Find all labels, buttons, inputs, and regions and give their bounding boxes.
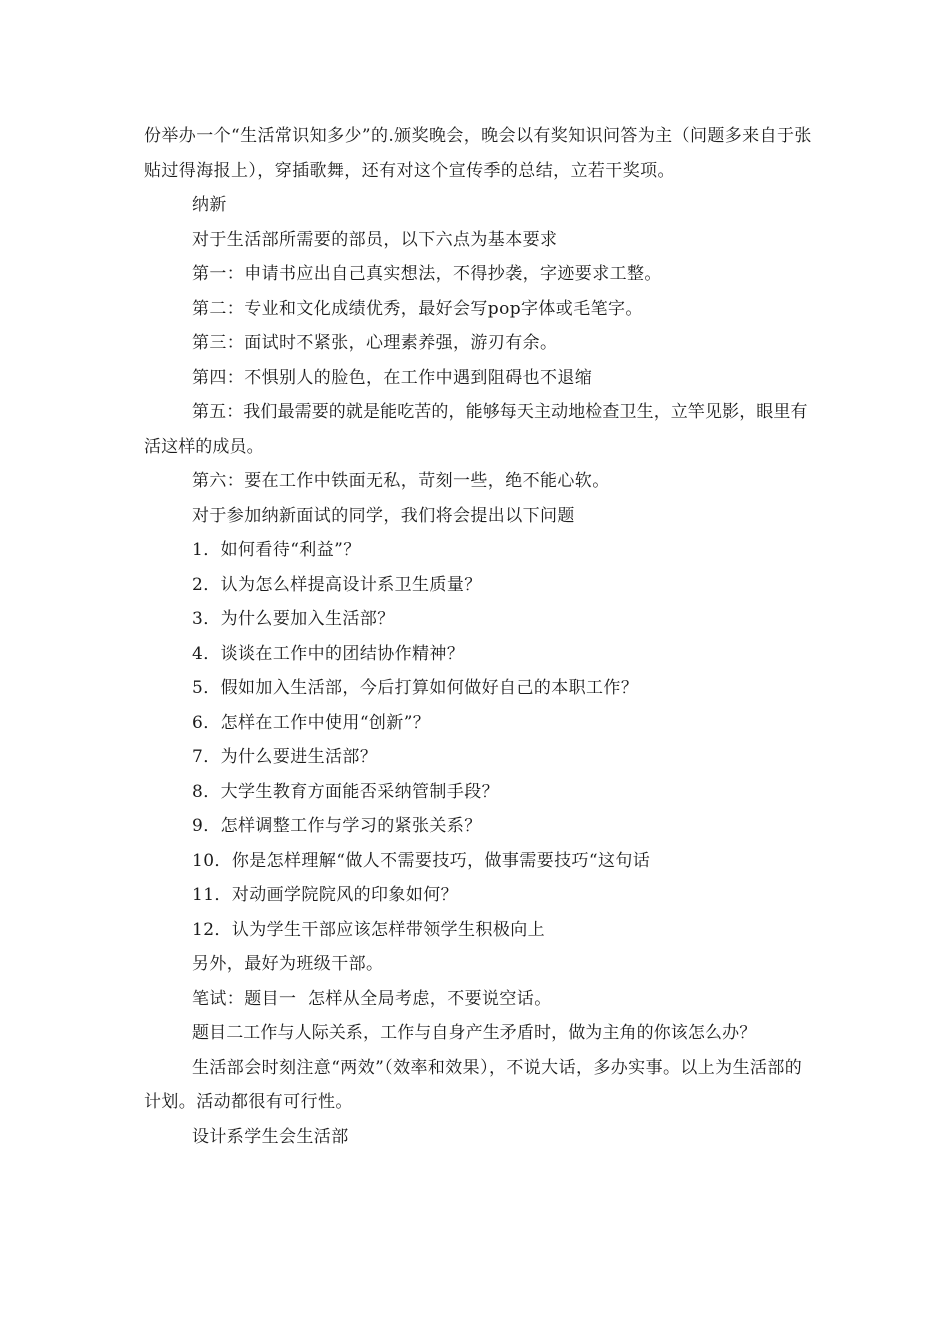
additional-note: 另外，最好为班级干部。: [192, 954, 384, 974]
requirement-2: 第二：专业和文化成绩优秀，最好会写pop字体或毛笔字。: [192, 298, 643, 319]
question-9: 9．怎样调整工作与学习的紧张关系？: [192, 816, 482, 836]
requirement-5: 第五：我们最需要的就是能吃苦的，能够每天主动地检查卫生，立竿见影，眼里有活这样的成员。: [144, 402, 808, 457]
questions-intro: 对于参加纳新面试的同学，我们将会提出以下问题: [192, 505, 575, 526]
closing-paragraph: 生活部会时刻注意“两效”（效率和效果），不说大话，多办实事。以上为生活部的计划。活动都很有可行性。: [144, 1057, 803, 1112]
document-body: [144, 119, 812, 1154]
paragraph-continuation: 份举办一个“生活常识知多少”的.颁奖晚会，晚会以有奖知识问答为主（问题多来自于张贴过得海报上），穿插歌舞，还有对这个宣传季的总结，立若干奖项。: [144, 126, 812, 181]
question-2: 2．认为怎么样提高设计系卫生质量？: [192, 574, 482, 595]
question-4: 4．谈谈在工作中的团结协作精神？: [192, 643, 465, 664]
question-12: 12．认为学生干部应该怎样带领学生积极向上: [192, 919, 546, 940]
question-5: 5．假如加入生活部，今后打算如何做好自己的本职工作？: [192, 678, 639, 698]
requirement-3: 第三：面试时不紧张，心理素养强，游刃有余。: [192, 333, 558, 353]
requirement-6: 第六：要在工作中铁面无私，苛刻一些，绝不能心软。: [192, 471, 610, 491]
question-3: 3．为什么要加入生活部？: [192, 609, 395, 629]
requirements-intro: 对于生活部所需要的部员，以下六点为基本要求: [192, 229, 558, 250]
question-7: 7．为什么要进生活部？: [192, 747, 378, 767]
question-11: 11．对动画学院院风的印象如何？: [192, 885, 459, 905]
question-6: 6．怎样在工作中使用“创新”？: [192, 712, 431, 733]
question-8: 8．大学生教育方面能否采纳管制手段？: [192, 781, 500, 802]
written-test-1: 笔试：题目一 怎样从全局考虑，不要说空话。: [192, 988, 552, 1009]
signature-department: 设计系学生会生活部: [192, 1126, 349, 1147]
requirement-4: 第四：不惧别人的脸色，在工作中遇到阻碍也不退缩: [192, 367, 593, 388]
section-heading-recruitment: 纳新: [192, 195, 227, 215]
question-1: 1．如何看待“利益”？: [192, 540, 361, 560]
requirement-1: 第一：申请书应出自己真实想法，不得抄袭，字迹要求工整。: [192, 264, 662, 284]
written-test-2: 题目二工作与人际关系，工作与自身产生矛盾时，做为主角的你该怎么办？: [192, 1023, 757, 1043]
question-10: 10．你是怎样理解“做人不需要技巧，做事需要技巧“这句话: [192, 850, 651, 871]
